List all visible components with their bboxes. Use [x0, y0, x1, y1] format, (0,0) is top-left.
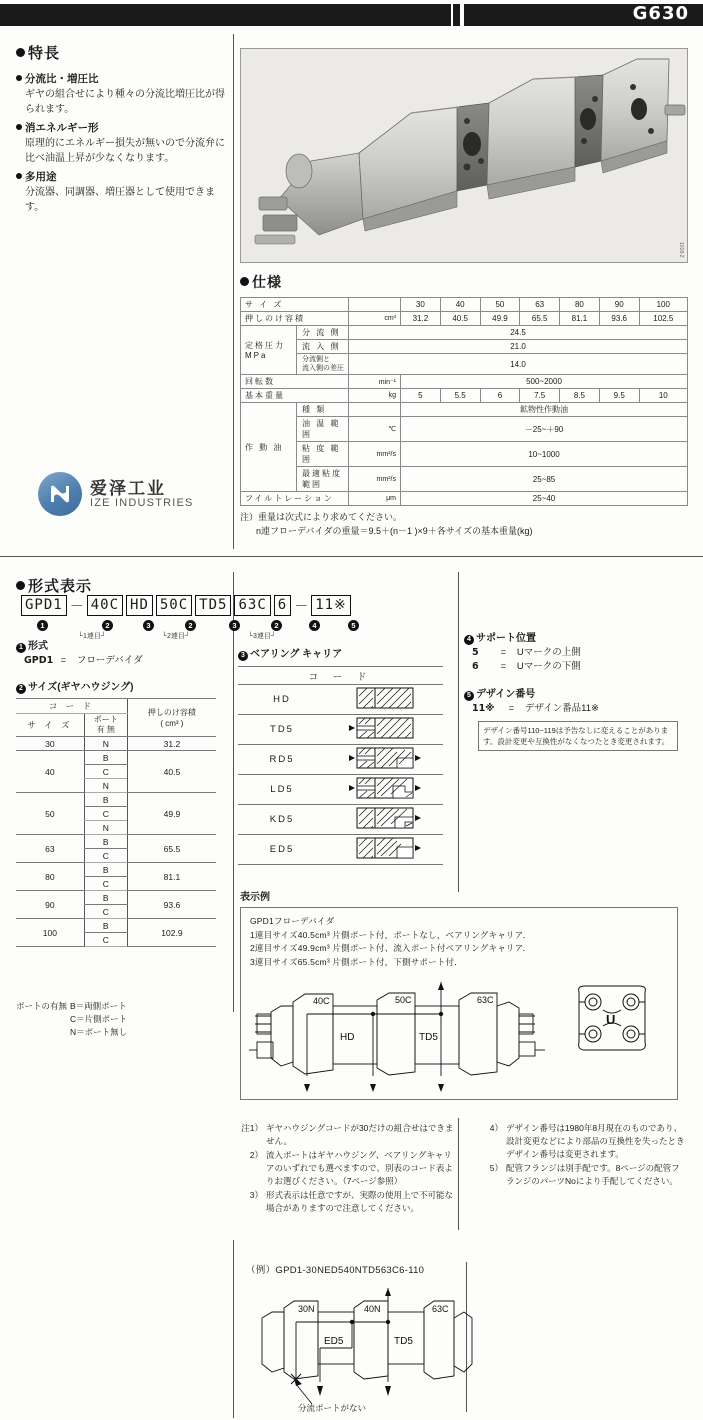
model-heading-row	[16, 575, 456, 596]
size-value: 100	[16, 919, 84, 947]
bearing-code: RD5	[238, 745, 326, 775]
example-line: 2連目サイズ49.9cm³ 片側ポート付、流入ポート付ベアリングキャリア．	[250, 943, 532, 953]
design-row	[464, 702, 692, 716]
example-line: 3連目サイズ65.5cm³ 片側ポート付，下側サポート付．	[250, 956, 463, 967]
logo-name-cn: 爱泽工业	[90, 479, 166, 498]
port-legend-n: N＝ポート無し	[70, 1027, 128, 1037]
spec-size-40: 40	[440, 298, 480, 312]
table-row-pressure-inlet	[241, 340, 688, 354]
code-box-bear1: HD	[126, 595, 153, 616]
model-code-section	[16, 575, 456, 640]
feature-title: 消エネルギー形	[25, 122, 99, 134]
features-list	[16, 72, 228, 215]
bearing-symbol	[326, 715, 443, 745]
spec-oilopt-value: 25~85	[401, 467, 688, 492]
spec-oiltemp-unit: ℃	[349, 417, 401, 442]
divider-vertical-top	[233, 34, 234, 549]
product-photo-illustration	[241, 49, 687, 262]
bearing-code: TD5	[238, 715, 326, 745]
port-value: B	[84, 891, 127, 905]
example-title: 表示例	[240, 892, 270, 903]
spec-note-2: n連フローデバイダの重量＝9.5＋(n－1 )×9＋各サイズの基本重量(kg)	[256, 526, 533, 536]
port-value: N	[84, 779, 127, 793]
spec-weight-label: 基本重量	[241, 389, 349, 403]
example2-title: （例）GPD1-30NED540NTD563C6-110	[246, 1265, 425, 1276]
carrier-symbol-ed5-icon	[343, 836, 427, 860]
spec-speed-value: 500~2000	[401, 375, 688, 389]
bullet-icon	[16, 48, 25, 57]
note-text: 形式表示は任意ですが、実際の使用上で不可能な場合がありますので注意してください。	[266, 1190, 454, 1213]
bracket-stage-2: └2連目┘	[162, 633, 190, 640]
product-photo	[240, 48, 688, 263]
table-row-pressure-divide	[241, 326, 688, 340]
feature-body: 分流器、同調器、増圧器として使用できます。	[25, 187, 215, 213]
spec-size-63: 63	[520, 298, 560, 312]
spec-notes	[240, 510, 688, 538]
spec-oilopt-label: 最適粘度範囲	[297, 467, 349, 492]
bearing-carrier-section	[238, 645, 450, 865]
note-row	[480, 1162, 686, 1188]
svg-text:ED5: ED5	[324, 1336, 344, 1347]
spec-weight-80: 8.5	[560, 389, 600, 403]
example-end-view-diagram	[569, 980, 655, 1066]
spec-oilvisc-unit: mm²/s	[349, 442, 401, 467]
support-key: 5	[472, 647, 479, 658]
table-row-oil-optvisc	[241, 467, 688, 492]
svg-text:63C: 63C	[432, 1304, 449, 1314]
size-title: サイズ(ギヤハウジング)	[28, 682, 134, 693]
spec-disp-unit: cm³	[349, 312, 401, 326]
svg-text:U: U	[606, 1012, 616, 1027]
port-value: C	[84, 849, 127, 863]
logo-mark-icon	[46, 480, 74, 508]
bearing-code: ED5	[238, 835, 326, 865]
spec-oilopt-unit: mm²/s	[349, 467, 401, 492]
size-head-disp: 押しのけ容積 ( cm³ )	[127, 699, 216, 737]
marker-2: 2	[102, 620, 113, 631]
spec-size-100: 100	[639, 298, 687, 312]
table-header-row	[16, 699, 216, 714]
size-head-port: ポート 有 無	[84, 714, 127, 737]
note-row	[240, 1149, 458, 1188]
support-value: Uマークの下側	[516, 661, 581, 672]
design-title-row	[464, 688, 692, 702]
spec-oiltype-label: 種 類	[297, 403, 349, 417]
note-text: ギヤハウジングコードが30だけの組合せはできません。	[266, 1123, 454, 1146]
spec-size-label: サ イ ズ	[241, 298, 349, 312]
spec-disp-30: 31.2	[401, 312, 441, 326]
size-value: 30	[16, 737, 84, 751]
spec-disp-80: 81.1	[560, 312, 600, 326]
disp-value: 65.5	[127, 835, 216, 863]
spec-table	[240, 297, 688, 506]
photo-reference: 1018-2	[678, 242, 684, 258]
code-box-form: GPD1	[21, 595, 67, 616]
svg-text:50C: 50C	[395, 995, 412, 1005]
spec-speed-unit: min⁻¹	[349, 375, 401, 389]
marker-icon: 3	[238, 651, 248, 661]
svg-text:63C: 63C	[477, 995, 494, 1005]
feature-body: 原理的にエネルギー損失が無いので分流弁に比べ油温上昇が少なくなります。	[25, 138, 225, 164]
spec-pressure-label	[241, 326, 297, 375]
spec-pin-label: 流 入 側	[297, 340, 349, 354]
feature-title-row	[16, 170, 228, 185]
note-row	[240, 1122, 458, 1148]
company-logo	[38, 472, 228, 524]
form-title-row	[16, 640, 226, 654]
table-row	[16, 891, 216, 905]
port-value: B	[84, 919, 127, 933]
design-value: デザイン番品11※	[524, 703, 600, 714]
carrier-symbol-hd-icon	[343, 686, 427, 710]
size-table	[16, 698, 216, 947]
bearing-code: KD5	[238, 805, 326, 835]
size-section	[16, 678, 226, 947]
spec-disp-label: 押しのけ容積	[241, 312, 349, 326]
spec-weight-50: 6	[480, 389, 520, 403]
design-notice: デザイン番号110~119は予告なしに変えることがあります。設計変更や互換性がなくなつたとき変更されます。	[478, 721, 678, 751]
marker-icon: 5	[464, 691, 474, 701]
logo-name-en: IZE INDUSTRIES	[90, 497, 194, 509]
bullet-icon	[16, 173, 22, 179]
spec-size-90: 90	[599, 298, 639, 312]
size-head-size: サ イ ズ	[16, 714, 84, 737]
port-legend-c: C＝片側ポート	[70, 1014, 128, 1024]
spec-heading-row	[240, 272, 688, 292]
support-row	[464, 660, 692, 674]
port-legend	[16, 1000, 127, 1039]
svg-text:40N: 40N	[364, 1304, 381, 1314]
spec-size-50: 50	[480, 298, 520, 312]
design-key: 11※	[472, 703, 495, 714]
logo-badge	[38, 472, 82, 516]
code-box-support: 6	[274, 595, 291, 616]
bullet-icon	[240, 277, 249, 286]
disp-value: 81.1	[127, 863, 216, 891]
spec-filt-unit: μm	[349, 492, 401, 506]
code-box-size2: 50C	[156, 595, 192, 616]
code-box-design: 11※	[311, 595, 351, 616]
spec-size-80: 80	[560, 298, 600, 312]
form-key: GPD1	[24, 655, 54, 666]
feature-item	[16, 170, 228, 215]
bracket-stage-1: └1連目┘	[78, 633, 106, 640]
table-row	[16, 835, 216, 849]
disp-value: 93.6	[127, 891, 216, 919]
marker-4: 2	[185, 620, 196, 631]
spec-disp-63: 65.5	[520, 312, 560, 326]
spec-pressure-label-main: 定格圧力	[245, 341, 285, 350]
marker-7: 4	[309, 620, 320, 631]
disp-value: 31.2	[127, 737, 216, 751]
table-row	[238, 715, 443, 745]
spec-heading: 仕様	[252, 274, 282, 290]
size-value: 63	[16, 835, 84, 863]
divider-vertical-bottom	[233, 1240, 234, 1418]
spec-size-30: 30	[401, 298, 441, 312]
example-section	[240, 888, 680, 1100]
spec-disp-50: 49.9	[480, 312, 520, 326]
divider-vertical-left	[233, 572, 234, 1012]
bearing-symbol	[326, 775, 443, 805]
spec-speed-label: 回転数	[241, 375, 349, 389]
note-text: 流入ポートはギヤハウジング、ベアリングキャリアのいずれでも選べますので、別表のコード表よりお選びください。（7ページ参照）	[266, 1150, 453, 1186]
bearing-table	[238, 666, 443, 865]
example-line: GPD1フローデバイダ	[250, 916, 335, 926]
marker-icon: 2	[16, 684, 26, 694]
code-dash-2: －	[294, 597, 309, 614]
svg-text:HD: HD	[340, 1032, 355, 1043]
port-value: C	[84, 933, 127, 947]
spec-weight-unit: kg	[349, 389, 401, 403]
notes-right-column	[468, 1122, 686, 1216]
form-row	[16, 654, 226, 668]
design-title: デザイン番号	[476, 689, 536, 700]
spec-pdiv-value: 24.5	[349, 326, 688, 340]
specifications-section	[240, 272, 688, 538]
carrier-symbol-ld5-icon	[343, 776, 427, 800]
note-label: 3）	[249, 1190, 263, 1200]
marker-6: 2	[271, 620, 282, 631]
port-value: N	[84, 821, 127, 835]
spec-oiltype-unit	[349, 403, 401, 417]
port-value: C	[84, 807, 127, 821]
note-text: デザイン番号は1980年8月現在のものであり、設計変更などにより部品の互換性を失ったときデザイン番号は変更されます。	[506, 1123, 685, 1159]
note-row	[240, 1189, 458, 1215]
header-tick	[451, 4, 453, 26]
table-row-size	[241, 298, 688, 312]
note-label: 5）	[489, 1163, 503, 1173]
note-label: 注1）	[241, 1123, 263, 1133]
svg-text:TD5: TD5	[419, 1032, 438, 1043]
example2-assembly-diagram	[256, 1278, 476, 1418]
spec-oiltemp-value: －25~＋90	[401, 417, 688, 442]
spec-oilvisc-label: 粘 度 範 囲	[297, 442, 349, 467]
form-value: フローデバイダ	[76, 655, 143, 666]
table-row-oil-temp	[241, 417, 688, 442]
bullet-icon	[16, 581, 25, 590]
bullet-icon	[16, 75, 22, 81]
table-row-speed	[241, 375, 688, 389]
bearing-head: コ ー ド	[238, 667, 443, 685]
spec-note-1: 注）重量は次式により求めてください。	[240, 512, 403, 522]
port-value: C	[84, 765, 127, 779]
spec-weight-63: 7.5	[520, 389, 560, 403]
port-value: C	[84, 905, 127, 919]
table-row	[238, 805, 443, 835]
feature-item	[16, 121, 228, 166]
spec-filt-value: 25~40	[401, 492, 688, 506]
example2-section	[246, 1262, 476, 1413]
size-title-row	[16, 678, 226, 694]
support-eq: =	[500, 647, 507, 658]
port-legend-b: B＝両側ポート	[70, 1001, 127, 1011]
svg-text:TD5: TD5	[394, 1336, 413, 1347]
spec-oil-label: 作 動 油	[241, 403, 297, 492]
note-row	[480, 1122, 686, 1161]
note-label: 2）	[249, 1150, 263, 1160]
feature-title-row	[16, 72, 228, 87]
bearing-symbol	[326, 805, 443, 835]
carrier-symbol-td5-icon	[343, 716, 427, 740]
support-title: サポート位置	[476, 633, 536, 644]
table-row-weight	[241, 389, 688, 403]
form-eq: =	[60, 655, 67, 666]
spec-size-unit	[349, 298, 401, 312]
notes-left-column	[240, 1122, 458, 1216]
port-legend-values	[70, 1000, 127, 1039]
table-row-filtration	[241, 492, 688, 506]
size-head-code: コ ー ド	[16, 699, 127, 714]
spec-oiltype-value: 鉱物性作動油	[401, 403, 688, 417]
code-box-size1: 40C	[87, 595, 123, 616]
form-title: 形式	[28, 641, 48, 652]
example-assembly-diagram	[247, 980, 547, 1092]
disp-value: 49.9	[127, 793, 216, 835]
feature-item	[16, 72, 228, 117]
bearing-title-row	[238, 645, 450, 661]
support-section	[464, 632, 692, 674]
spec-oilvisc-value: 10~1000	[401, 442, 688, 467]
support-value: Uマークの上側	[516, 647, 581, 658]
spec-pin-value: 21.0	[349, 340, 688, 354]
example-line: 1連目サイズ40.5cm³ 片側ポート付，ポートなし，ベアリングキャリア．	[250, 929, 532, 940]
bearing-symbol	[326, 835, 443, 865]
spec-pdiff-label: 分流側と 流入側の差圧	[297, 354, 349, 375]
spec-weight-90: 9.5	[599, 389, 639, 403]
support-row	[464, 646, 692, 660]
table-row	[16, 863, 216, 877]
spec-weight-30: 5	[401, 389, 441, 403]
example2-caption: 分流ポートがない	[298, 1403, 367, 1413]
spec-pressure-label-unit: MPa	[245, 351, 268, 360]
bullet-icon	[16, 124, 22, 130]
example-box	[240, 907, 678, 1100]
spec-disp-90: 93.6	[599, 312, 639, 326]
marker-1: 1	[37, 620, 48, 631]
table-row-pressure-diff	[241, 354, 688, 375]
feature-title: 多用途	[25, 171, 57, 183]
marker-icon: 1	[16, 643, 26, 653]
feature-body: ギヤの組合せにより種々の分流比増圧比が得られます。	[25, 89, 225, 115]
spec-pdiv-label: 分 流 側	[297, 326, 349, 340]
bearing-code: LD5	[238, 775, 326, 805]
marker-icon: 4	[464, 635, 474, 645]
note-label: 4）	[489, 1123, 503, 1133]
size-value: 90	[16, 891, 84, 919]
table-row	[238, 835, 443, 865]
table-row	[16, 793, 216, 807]
spec-weight-100: 10	[639, 389, 687, 403]
table-row-oil-visc	[241, 442, 688, 467]
features-heading: 特長	[28, 45, 61, 62]
port-value: B	[84, 751, 127, 765]
support-key: 6	[472, 661, 479, 672]
code-box-bear2: TD5	[195, 595, 231, 616]
features-heading-row	[16, 42, 228, 63]
divider-horizontal-mid	[0, 556, 703, 557]
feature-title: 分流比・増圧比	[25, 73, 99, 85]
model-code-row	[21, 595, 354, 616]
carrier-symbol-rd5-icon	[343, 746, 427, 770]
spec-disp-40: 40.5	[440, 312, 480, 326]
table-row	[16, 919, 216, 933]
table-row-displacement	[241, 312, 688, 326]
marker-5: 3	[229, 620, 240, 631]
port-value: B	[84, 835, 127, 849]
code-dash-1: －	[69, 597, 84, 614]
design-section	[464, 688, 692, 751]
size-value: 40	[16, 751, 84, 793]
port-legend-key: ポートの有無	[16, 1001, 68, 1011]
bearing-symbol	[326, 745, 443, 775]
bearing-code: HD	[238, 685, 326, 715]
page-header	[0, 0, 703, 30]
svg-text:30N: 30N	[298, 1304, 315, 1314]
table-row	[238, 745, 443, 775]
header-left-bar	[0, 4, 460, 26]
table-row-oil-type	[241, 403, 688, 417]
code-box-size3: 63C	[234, 595, 270, 616]
support-eq: =	[500, 661, 507, 672]
size-value: 80	[16, 863, 84, 891]
marker-3: 3	[143, 620, 154, 631]
model-heading: 形式表示	[28, 578, 93, 595]
spec-oiltemp-label: 油 温 範 囲	[297, 417, 349, 442]
port-value: N	[84, 737, 127, 751]
bearing-symbol	[326, 685, 443, 715]
spec-disp-100: 102.5	[639, 312, 687, 326]
bearing-title: ベアリング キャリア	[250, 649, 343, 660]
table-row	[16, 737, 216, 751]
bracket-stage-3: └3連目┘	[248, 633, 276, 640]
table-row	[238, 685, 443, 715]
features-section	[16, 42, 228, 219]
feature-title-row	[16, 121, 228, 136]
spec-weight-40: 5.5	[440, 389, 480, 403]
port-value: B	[84, 793, 127, 807]
notes-section	[240, 1122, 690, 1216]
size-value: 50	[16, 793, 84, 835]
port-value: B	[84, 863, 127, 877]
form-section	[16, 640, 226, 668]
design-eq: =	[508, 703, 515, 714]
carrier-symbol-kd5-icon	[343, 806, 427, 830]
note-text: 配管フランジは別手配です。8ページの配管フランジのパーツNoにより手配してください。	[506, 1163, 680, 1186]
table-row	[238, 775, 443, 805]
page-code: G630	[632, 3, 689, 24]
spec-filt-label: フイルトレーション	[241, 492, 349, 506]
disp-value: 40.5	[127, 751, 216, 793]
port-value: C	[84, 877, 127, 891]
support-title-row	[464, 632, 692, 646]
svg-text:40C: 40C	[313, 996, 330, 1006]
table-header-row	[238, 667, 443, 685]
table-row	[16, 751, 216, 765]
marker-8: 5	[348, 620, 359, 631]
disp-value: 102.9	[127, 919, 216, 947]
spec-pdiff-value: 14.0	[349, 354, 688, 375]
